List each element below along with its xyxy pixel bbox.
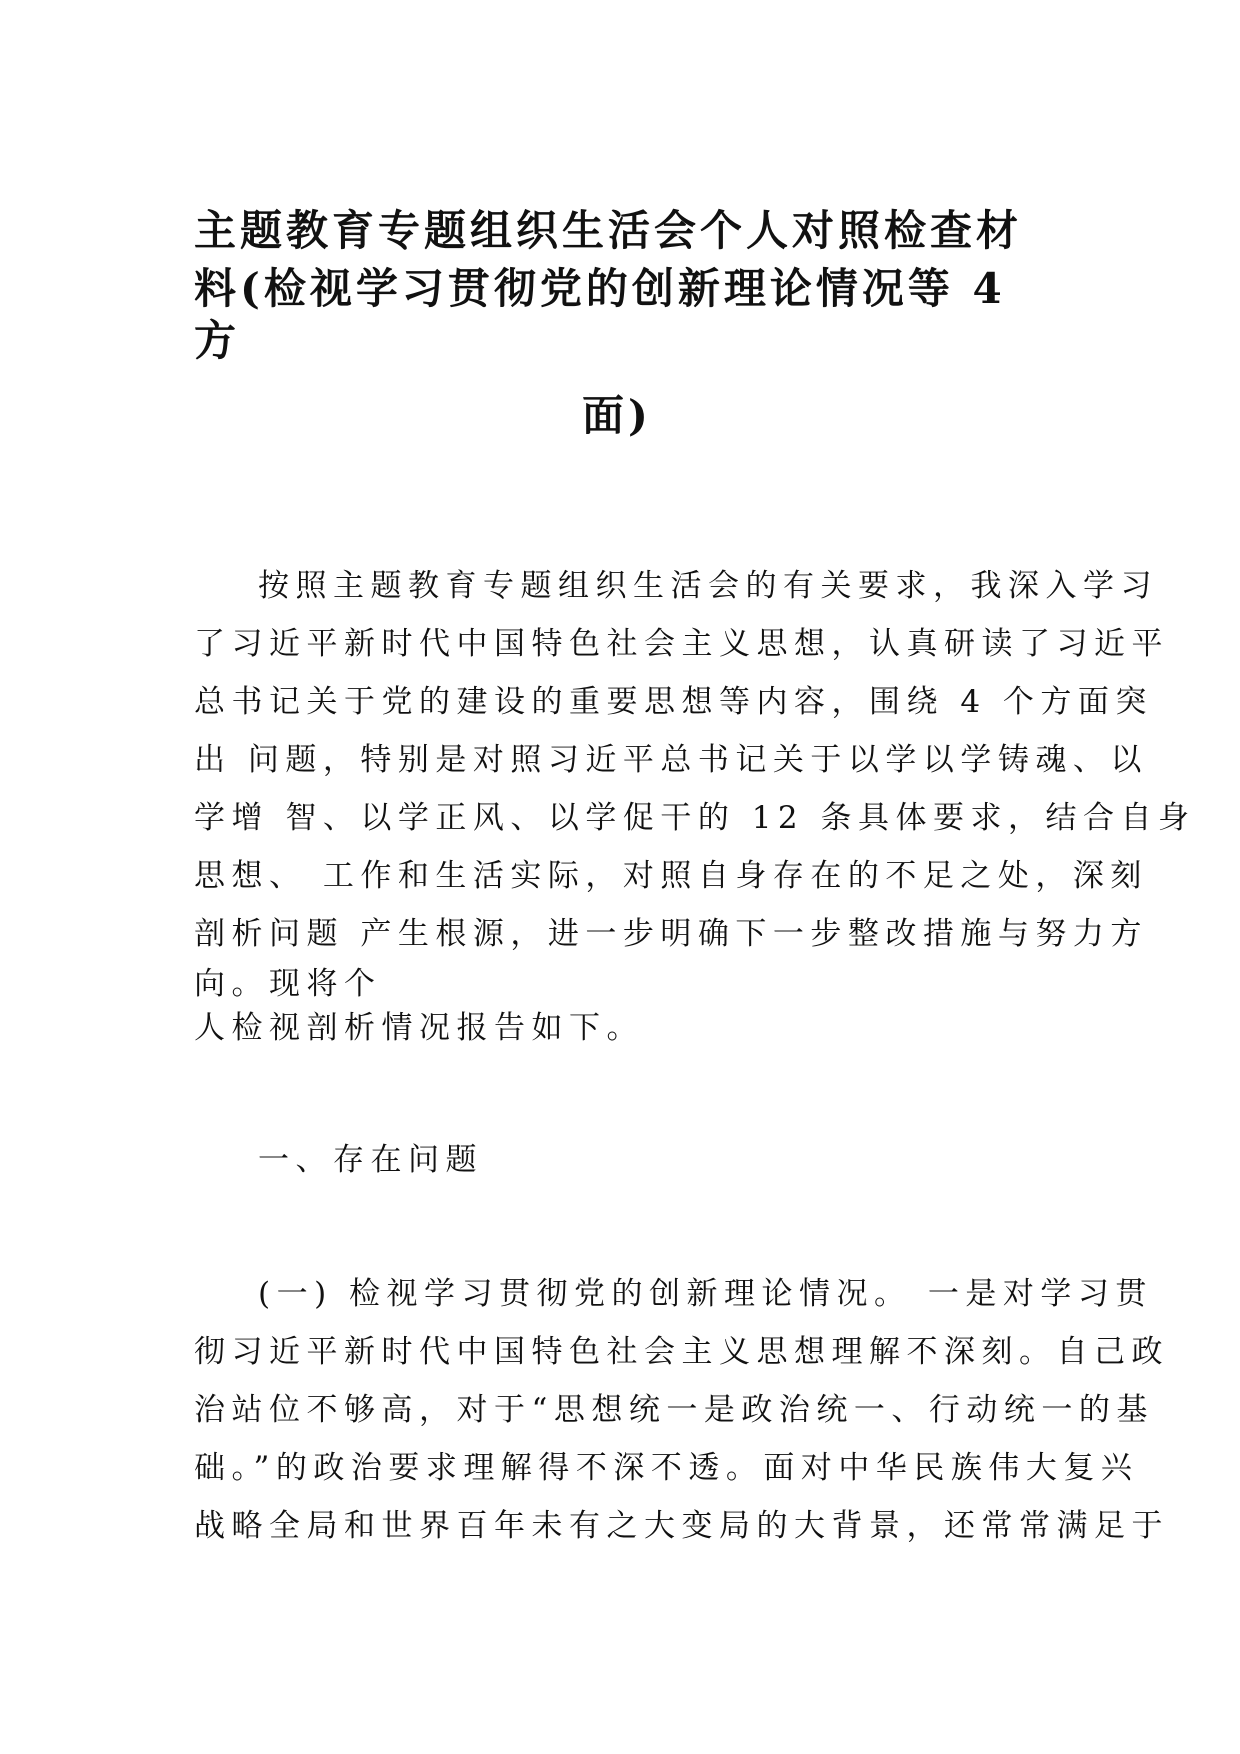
paragraph-line: 按照主题教育专题组织生活会的有关要求，我深入学习 — [258, 568, 1158, 604]
title-line: 方 — [194, 316, 241, 365]
paragraph-line: (一) 检视学习贯彻党的创新理论情况。 一是对学习贯 — [258, 1276, 1153, 1312]
paragraph-line: 战略全局和世界百年未有之大变局的大背景，还常常满足于 — [194, 1508, 1169, 1544]
paragraph-line: 思想、 工作和生活实际，对照自身存在的不足之处，深刻 — [194, 858, 1148, 894]
paragraph-line: 向。现将个 — [194, 966, 382, 1002]
section-heading: 一、存在问题 — [258, 1142, 483, 1178]
paragraph-line: 出 问题，特别是对照习近平总书记关于以学以学铸魂、以 — [194, 742, 1148, 778]
title-line: 面) — [582, 391, 652, 440]
paragraph-line: 础。”的政治要求理解得不深不透。面对中华民族伟大复兴 — [194, 1450, 1139, 1486]
paragraph-line: 治站位不够高，对于“思想统一是政治统一、行动统一的基 — [194, 1392, 1154, 1428]
paragraph-line: 总书记关于党的建设的重要思想等内容，围绕 4 个方面突 — [194, 684, 1153, 720]
title-line: 主题教育专题组织生活会个人对照检查材 — [194, 206, 1023, 255]
paragraph-line: 了习近平新时代中国特色社会主义思想，认真研读了习近平 — [194, 626, 1169, 662]
paragraph-line: 彻习近平新时代中国特色社会主义思想理解不深刻。自己政 — [194, 1334, 1169, 1370]
paragraph-line: 人检视剖析情况报告如下。 — [194, 1010, 644, 1046]
paragraph-line: 学增 智、以学正风、以学促干的 12 条具体要求，结合自身 — [194, 800, 1196, 836]
title-line: 料(检视学习贯彻党的创新理论情况等 4 — [194, 264, 1006, 313]
paragraph-line: 剖析问题 产生根源，进一步明确下一步整改措施与努力方 — [194, 916, 1148, 952]
